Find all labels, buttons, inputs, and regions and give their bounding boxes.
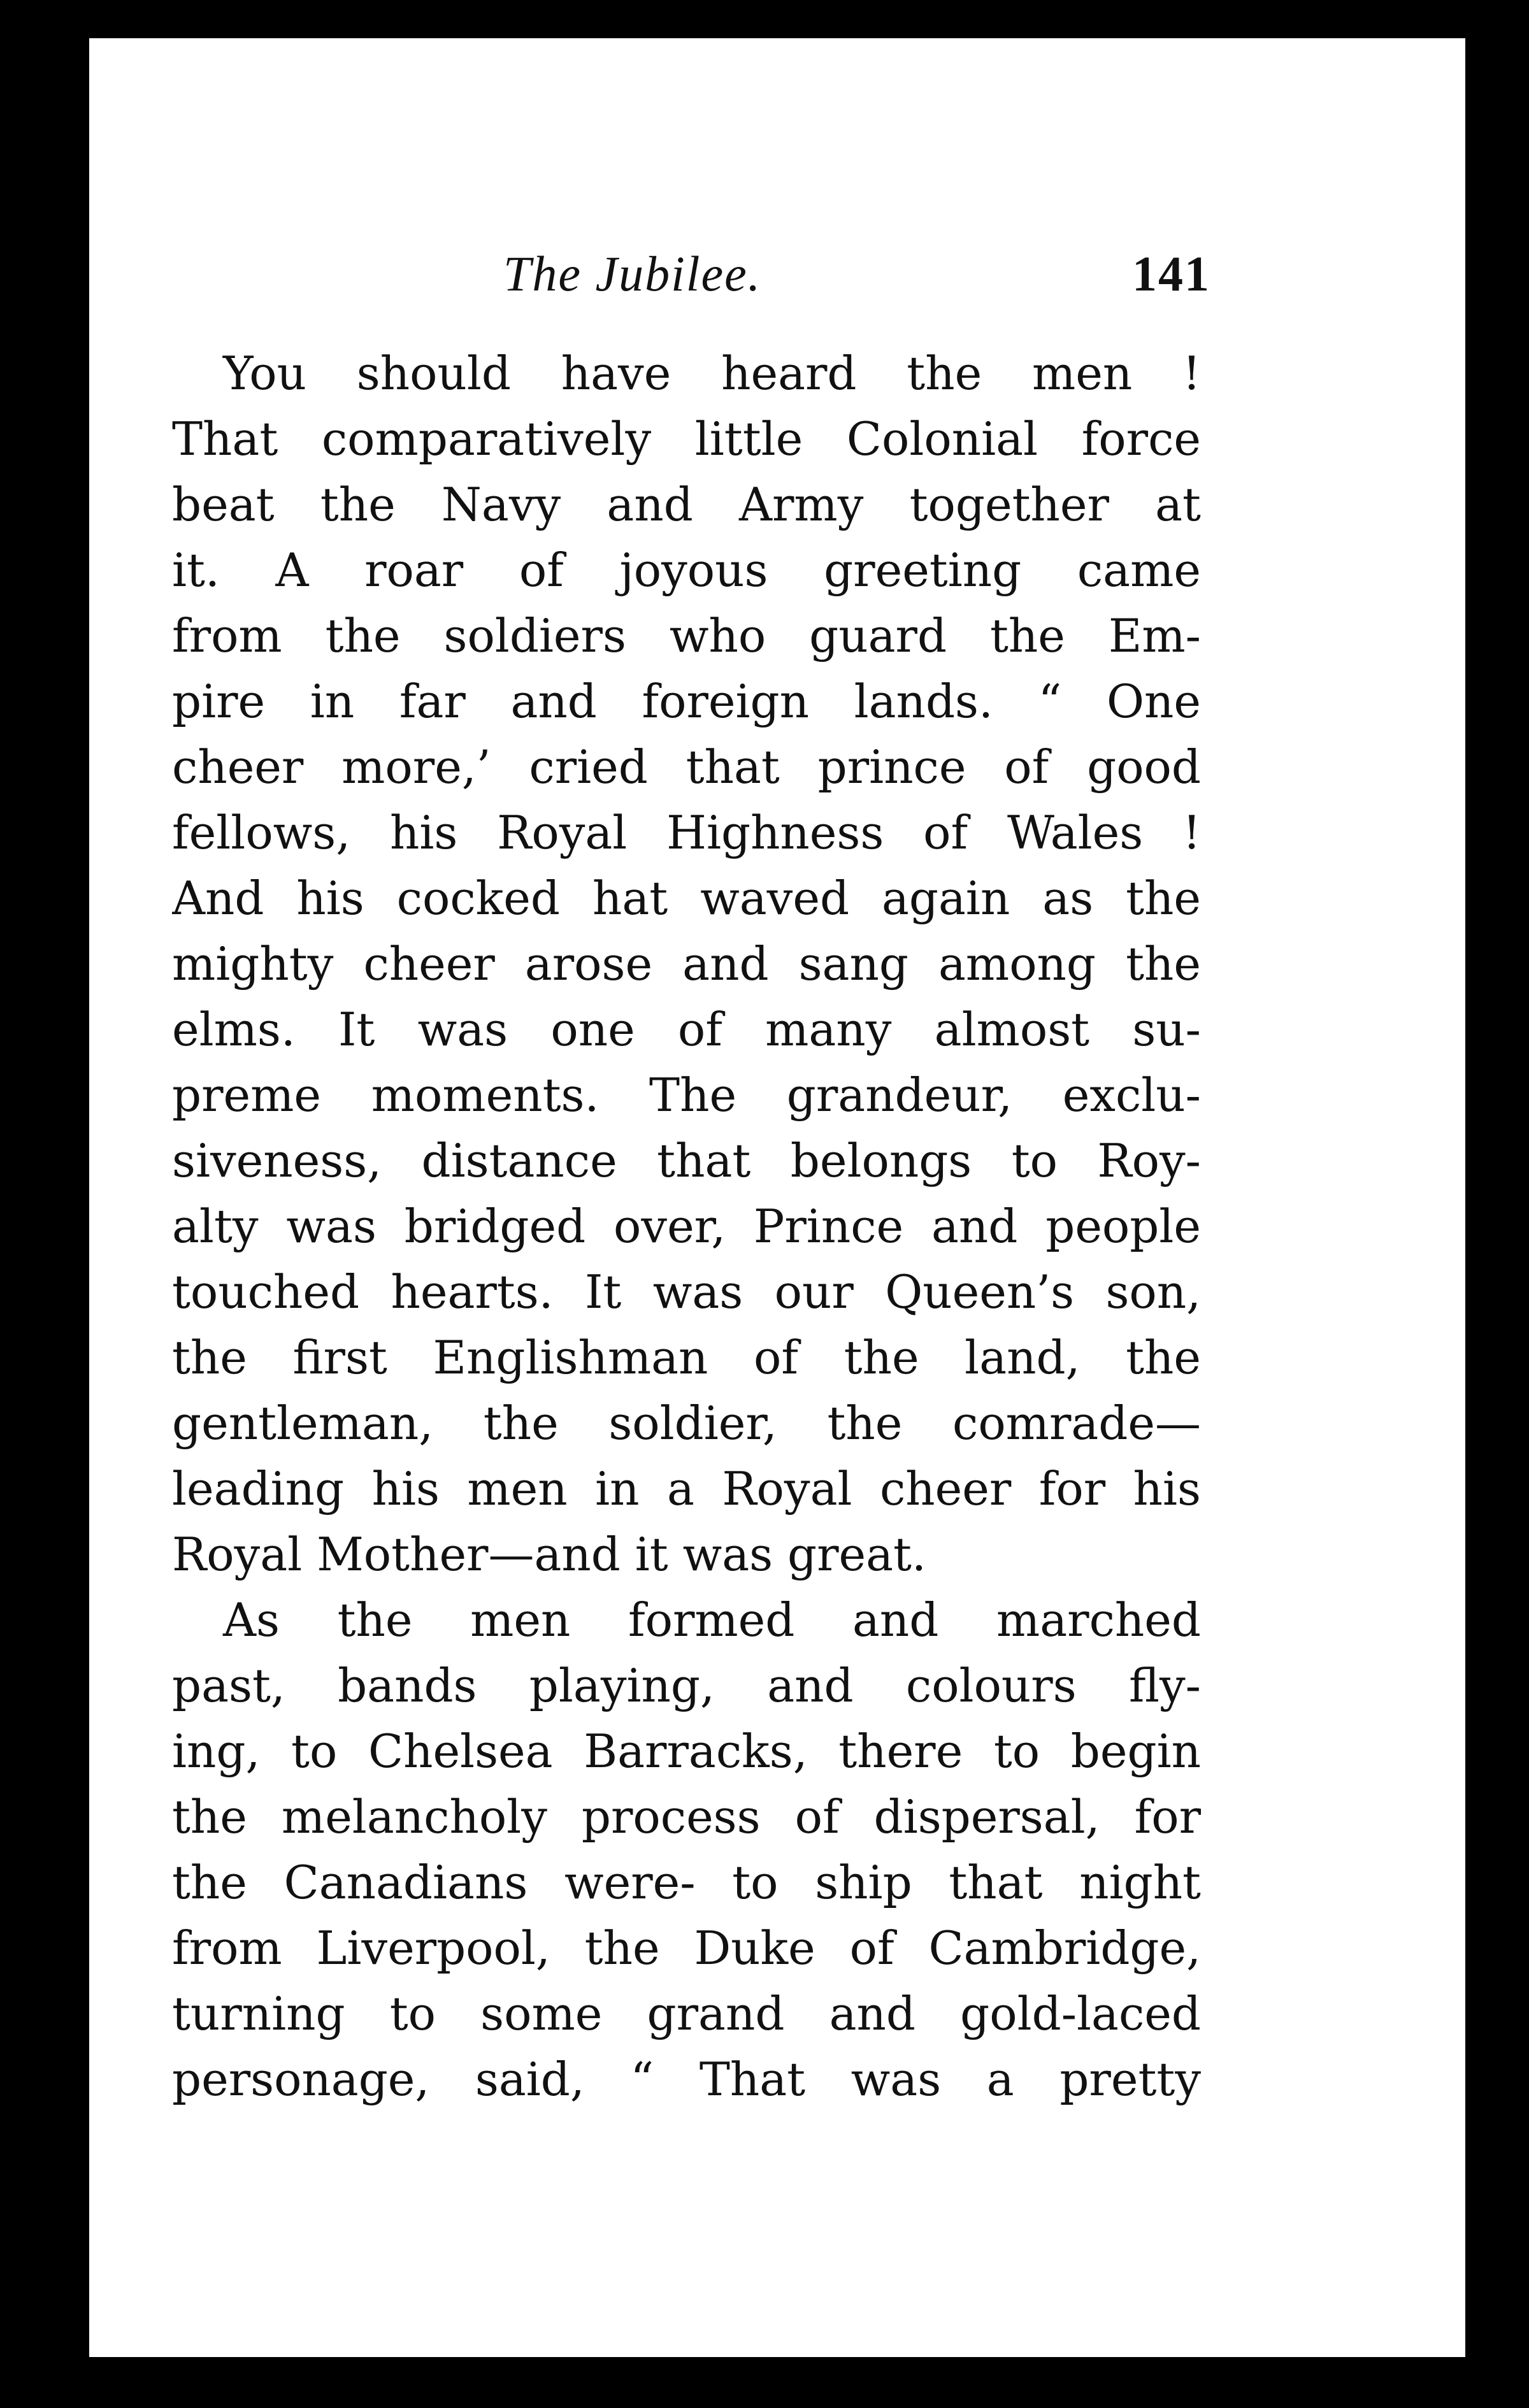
scan-border-right bbox=[1465, 0, 1529, 2408]
text-line: And his cocked hat waved again as the bbox=[172, 871, 1201, 925]
text-line: the melancholy process of dispersal, for bbox=[172, 1790, 1201, 1844]
text-line: turning to some grand and gold-laced bbox=[172, 1987, 1201, 2040]
text-line: ing, to Chelsea Barracks, there to begin bbox=[172, 1724, 1201, 1778]
text-line: touched hearts. It was our Queen’s son, bbox=[172, 1265, 1201, 1319]
text-line: As the men formed and marched bbox=[223, 1593, 1201, 1647]
text-line: siveness, distance that belongs to Roy- bbox=[172, 1134, 1201, 1187]
body-text bbox=[172, 341, 1201, 2112]
text-line: the first Englishman of the land, the bbox=[172, 1331, 1201, 1384]
text-line: gentleman, the soldier, the comrade— bbox=[172, 1396, 1201, 1450]
scan-border-left bbox=[0, 0, 89, 2408]
page-number: 141 bbox=[1132, 246, 1210, 301]
text-line: the Canadians were- to ship that night bbox=[172, 1856, 1201, 1909]
text-line: fellows, his Royal Highness of Wales ! bbox=[172, 806, 1201, 859]
text-line: personage, said, “ That was a pretty bbox=[172, 2053, 1201, 2106]
running-title: The Jubilee. bbox=[503, 246, 762, 301]
text-line: Royal Mother—and it was great. bbox=[172, 1528, 926, 1581]
text-line: pire in far and foreign lands. “ One bbox=[172, 675, 1201, 728]
text-line: cheer more,’ cried that prince of good bbox=[172, 740, 1201, 794]
text-line: mighty cheer arose and sang among the bbox=[172, 937, 1201, 991]
text-line: from Liverpool, the Duke of Cambridge, bbox=[172, 1921, 1201, 1975]
text-line: it. A roar of joyous greeting came bbox=[172, 543, 1201, 597]
page-header bbox=[503, 245, 1210, 309]
text-line: That comparatively little Colonial force bbox=[172, 412, 1201, 466]
text-line: elms. It was one of many almost su- bbox=[172, 1003, 1201, 1056]
text-line: leading his men in a Royal cheer for his bbox=[172, 1462, 1201, 1516]
text-line: preme moments. The grandeur, exclu- bbox=[172, 1068, 1201, 1122]
text-line: from the soldiers who guard the Em- bbox=[172, 609, 1201, 663]
text-line: past, bands playing, and colours fly- bbox=[172, 1659, 1201, 1712]
text-line: You should have heard the men ! bbox=[223, 347, 1201, 400]
text-line: alty was bridged over, Prince and people bbox=[172, 1200, 1201, 1253]
text-line: beat the Navy and Army together at bbox=[172, 478, 1201, 531]
